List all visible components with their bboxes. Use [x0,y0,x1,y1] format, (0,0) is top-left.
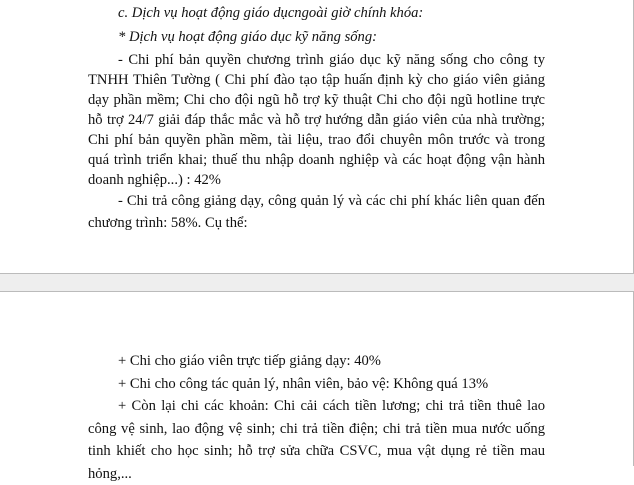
page-break-gap [0,273,634,292]
list-item-remaining: + Còn lại chi các khoản: Chi cải cách tiền lương; chi trả tiền thuê lao công vệ sinh, lao động vệ sinh; chi trả tiền điện; chi trả tiền mua nước uống tinh khiết cho học sinh; hỗ trợ sửa chữa CSVC, mua vật dụng rẻ tiền mau hỏng,... [88,398,545,482]
page-2-text [88,350,545,485]
paragraph-license-cost: - Chi phí bản quyền chương trình giáo dục kỹ năng sống cho công ty TNHH Thiên Tường ( Chi phí đào tạo tập huấn định kỳ cho giáo viên giảng dạy phần mềm; Chi cho đội ngũ hỗ trợ kỹ thuật Chi cho đội ngũ hotline trực hỗ trợ 24/7 giải đáp thắc mắc và hỗ trợ hướng dẫn giáo viên của nhà trường; Chi phí bản quyền phần mềm, tài liệu, trao đổi chuyên môn trước và trong quá trình triển khai; thuế thu nhập doanh nghiệp và các hoạt động vận hành doanh nghiệp...) : 42% [88,52,545,188]
paragraph-teaching-cost: - Chi trả công giảng dạy, công quản lý và các chi phí khác liên quan đến chương trình: 58%. Cụ thể: [88,193,545,231]
heading-life-skills: * Dịch vụ hoạt động giáo dục kỹ năng sống: [118,28,377,45]
heading-c: c. Dịch vụ hoạt động giáo dụcngoài giờ chính khóa: [118,5,424,21]
document-page-2 [0,292,634,482]
list-item-management: + Chi cho công tác quản lý, nhân viên, bảo vệ: Không quá 13% [118,375,489,392]
page-1-text [88,3,545,234]
list-item-teachers: + Chi cho giáo viên trực tiếp giảng dạy: 40% [118,353,381,369]
